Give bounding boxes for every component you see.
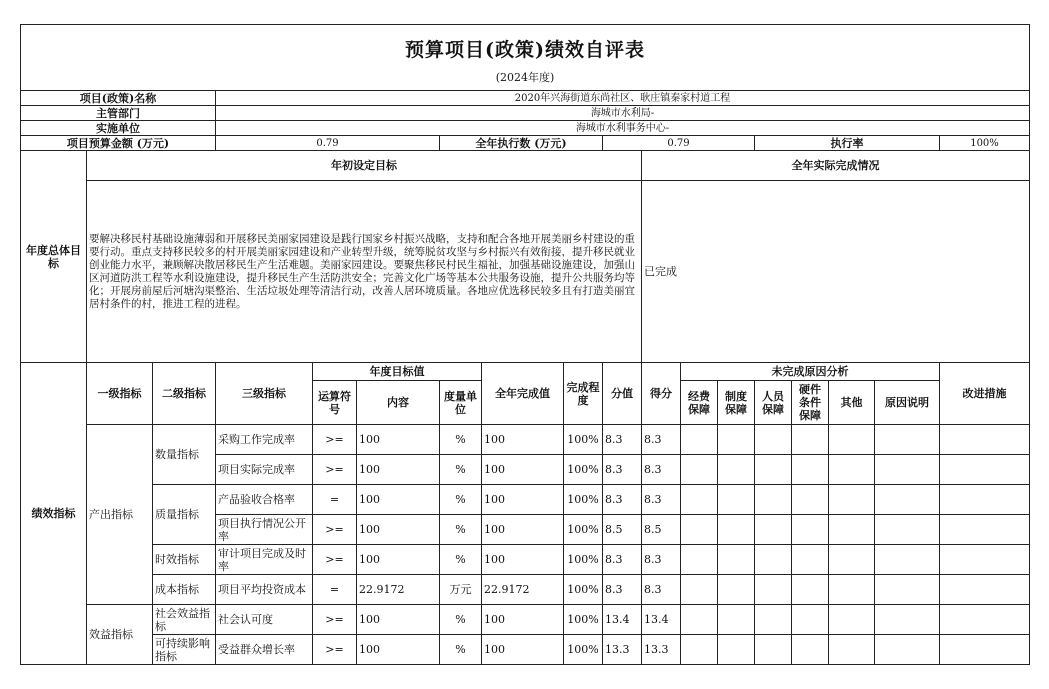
target-content: 100 <box>357 425 440 455</box>
budget-value: 0.79 <box>216 136 440 151</box>
indicator-name: 产品验收合格率 <box>216 485 313 515</box>
target-content: 100 <box>357 545 440 575</box>
header-target-group: 年度目标值 <box>313 363 482 381</box>
actual-value: 100 <box>482 605 564 635</box>
weight: 8.3 <box>603 545 642 575</box>
table-row <box>21 605 1030 635</box>
year-subtitle: (2024年度) <box>495 70 555 84</box>
budget-label: 项目预算金额 (万元) <box>21 136 216 151</box>
indicator-name: 项目执行情况公开率 <box>216 515 313 545</box>
self-evaluation-sheet <box>20 24 1029 665</box>
actual-value: 100 <box>482 515 564 545</box>
operator: = <box>313 485 357 515</box>
dept-label: 主管部门 <box>21 106 216 121</box>
indicator-name: 审计项目完成及时率 <box>216 545 313 575</box>
unit: 万元 <box>440 575 482 605</box>
weight: 8.3 <box>603 425 642 455</box>
header-reason-funding: 经费保障 <box>681 381 718 425</box>
evaluation-table <box>20 24 1030 665</box>
impl-value: 海城市水利事务中心- <box>216 121 1030 136</box>
unit: % <box>440 605 482 635</box>
weight: 13.4 <box>603 605 642 635</box>
actual-value: 22.9172 <box>482 575 564 605</box>
level2-quantity: 数量指标 <box>153 425 216 485</box>
unit: % <box>440 455 482 485</box>
project-name-value: 2020年兴海街道东尚社区、耿庄镇秦家村道工程 <box>216 91 1030 106</box>
goals-label: 年度总体目标 <box>21 151 87 363</box>
indicator-name: 项目实际完成率 <box>216 455 313 485</box>
operator: >= <box>313 455 357 485</box>
level1-benefit: 效益指标 <box>87 605 153 665</box>
operator: >= <box>313 635 357 665</box>
actual-value: 100 <box>482 635 564 665</box>
header-reason-note: 原因说明 <box>875 381 940 425</box>
weight: 8.5 <box>603 515 642 545</box>
operator: = <box>313 575 357 605</box>
table-row <box>21 575 1030 605</box>
goals-actual-text: 已完成 <box>642 181 1030 363</box>
target-content: 100 <box>357 455 440 485</box>
level1-output: 产出指标 <box>87 425 153 605</box>
indicator-name: 项目平均投资成本 <box>216 575 313 605</box>
header-reason-hardware: 硬件条件保障 <box>792 381 829 425</box>
operator: >= <box>313 605 357 635</box>
level2-social: 社会效益指标 <box>153 605 216 635</box>
level2-quality: 质量指标 <box>153 485 216 545</box>
project-name-label: 项目(政策)名称 <box>21 91 216 106</box>
actual-value: 100 <box>482 425 564 455</box>
score: 8.3 <box>642 485 681 515</box>
weight: 8.3 <box>603 485 642 515</box>
target-content: 100 <box>357 485 440 515</box>
score: 8.3 <box>642 455 681 485</box>
table-row <box>21 425 1030 455</box>
header-score: 得分 <box>642 363 681 425</box>
weight: 8.3 <box>603 575 642 605</box>
title-block <box>21 25 1030 91</box>
header-degree: 完成程度 <box>564 363 603 425</box>
header-reason-system: 制度保障 <box>718 381 755 425</box>
completion-degree: 100% <box>564 485 603 515</box>
target-content: 22.9172 <box>357 575 440 605</box>
indicator-name: 受益群众增长率 <box>216 635 313 665</box>
target-content: 100 <box>357 635 440 665</box>
weight: 8.3 <box>603 455 642 485</box>
score: 8.3 <box>642 575 681 605</box>
completion-degree: 100% <box>564 605 603 635</box>
table-row <box>21 485 1030 515</box>
table-row <box>21 635 1030 665</box>
exec-label: 全年执行数 (万元) <box>440 136 603 151</box>
unit: % <box>440 425 482 455</box>
score: 8.3 <box>642 425 681 455</box>
goals-set-text: 要解决移民村基础设施薄弱和开展移民美丽家园建设是践行国家乡村振兴战略，支持和配合各地开展美丽乡村建设的重要行动。重点支持移民较多的村开展美丽家园建设和产业转型升级，统筹脱贫攻坚与乡村振兴有效衔接，提升移民就业创业能力水平，兼顾解决散居移民生产生活难题。美丽家园建设。要聚焦移民村民生福祉，加强基础设施建设，加强山区河道防洪工程等水利设施建设，提升移民生产生活防洪安全；完善文化广场等基本公共服务设施，提升公共服务均等化；开展房前屋后河塘沟渠整治、生活垃圾处理等清洁行动，改善人居环境质量。各地应优选移民较多且有打造美丽宜居村条件的村，推进工程的进程。 <box>87 181 642 363</box>
unit: % <box>440 515 482 545</box>
header-actual: 全年完成值 <box>482 363 564 425</box>
indicator-name: 采购工作完成率 <box>216 425 313 455</box>
operator: >= <box>313 515 357 545</box>
unit: % <box>440 485 482 515</box>
completion-degree: 100% <box>564 455 603 485</box>
header-level1: 一级指标 <box>87 363 153 425</box>
completion-degree: 100% <box>564 575 603 605</box>
dept-value: 海城市水利局- <box>216 106 1030 121</box>
actual-value: 100 <box>482 485 564 515</box>
completion-degree: 100% <box>564 545 603 575</box>
header-reason-staff: 人员保障 <box>755 381 792 425</box>
rate-label: 执行率 <box>755 136 940 151</box>
indicator-name: 社会认可度 <box>216 605 313 635</box>
table-row <box>21 545 1030 575</box>
unit: % <box>440 545 482 575</box>
goals-actual-header: 全年实际完成情况 <box>642 151 1030 181</box>
header-reasons-group: 未完成原因分析 <box>681 363 940 381</box>
impl-label: 实施单位 <box>21 121 216 136</box>
header-op: 运算符号 <box>313 381 357 425</box>
rate-value: 100% <box>940 136 1030 151</box>
unit: % <box>440 635 482 665</box>
completion-degree: 100% <box>564 425 603 455</box>
score: 8.5 <box>642 515 681 545</box>
actual-value: 100 <box>482 455 564 485</box>
level2-cost: 成本指标 <box>153 575 216 605</box>
header-weight: 分值 <box>603 363 642 425</box>
weight: 13.3 <box>603 635 642 665</box>
operator: >= <box>313 425 357 455</box>
operator: >= <box>313 545 357 575</box>
actual-value: 100 <box>482 545 564 575</box>
target-content: 100 <box>357 605 440 635</box>
score: 8.3 <box>642 545 681 575</box>
header-improve: 改进措施 <box>940 363 1030 425</box>
exec-value: 0.79 <box>603 136 755 151</box>
level2-timeliness: 时效指标 <box>153 545 216 575</box>
completion-degree: 100% <box>564 635 603 665</box>
header-level3: 三级指标 <box>216 363 313 425</box>
score: 13.4 <box>642 605 681 635</box>
header-level2: 二级指标 <box>153 363 216 425</box>
goals-set-header: 年初设定目标 <box>87 151 642 181</box>
level2-sustainable: 可持续影响指标 <box>153 635 216 665</box>
header-unit: 度量单位 <box>440 381 482 425</box>
completion-degree: 100% <box>564 515 603 545</box>
target-content: 100 <box>357 515 440 545</box>
header-reason-other: 其他 <box>829 381 875 425</box>
header-content: 内容 <box>357 381 440 425</box>
perf-label: 绩效指标 <box>21 363 87 665</box>
score: 13.3 <box>642 635 681 665</box>
page-title: 预算项目(政策)绩效自评表 <box>405 38 645 61</box>
